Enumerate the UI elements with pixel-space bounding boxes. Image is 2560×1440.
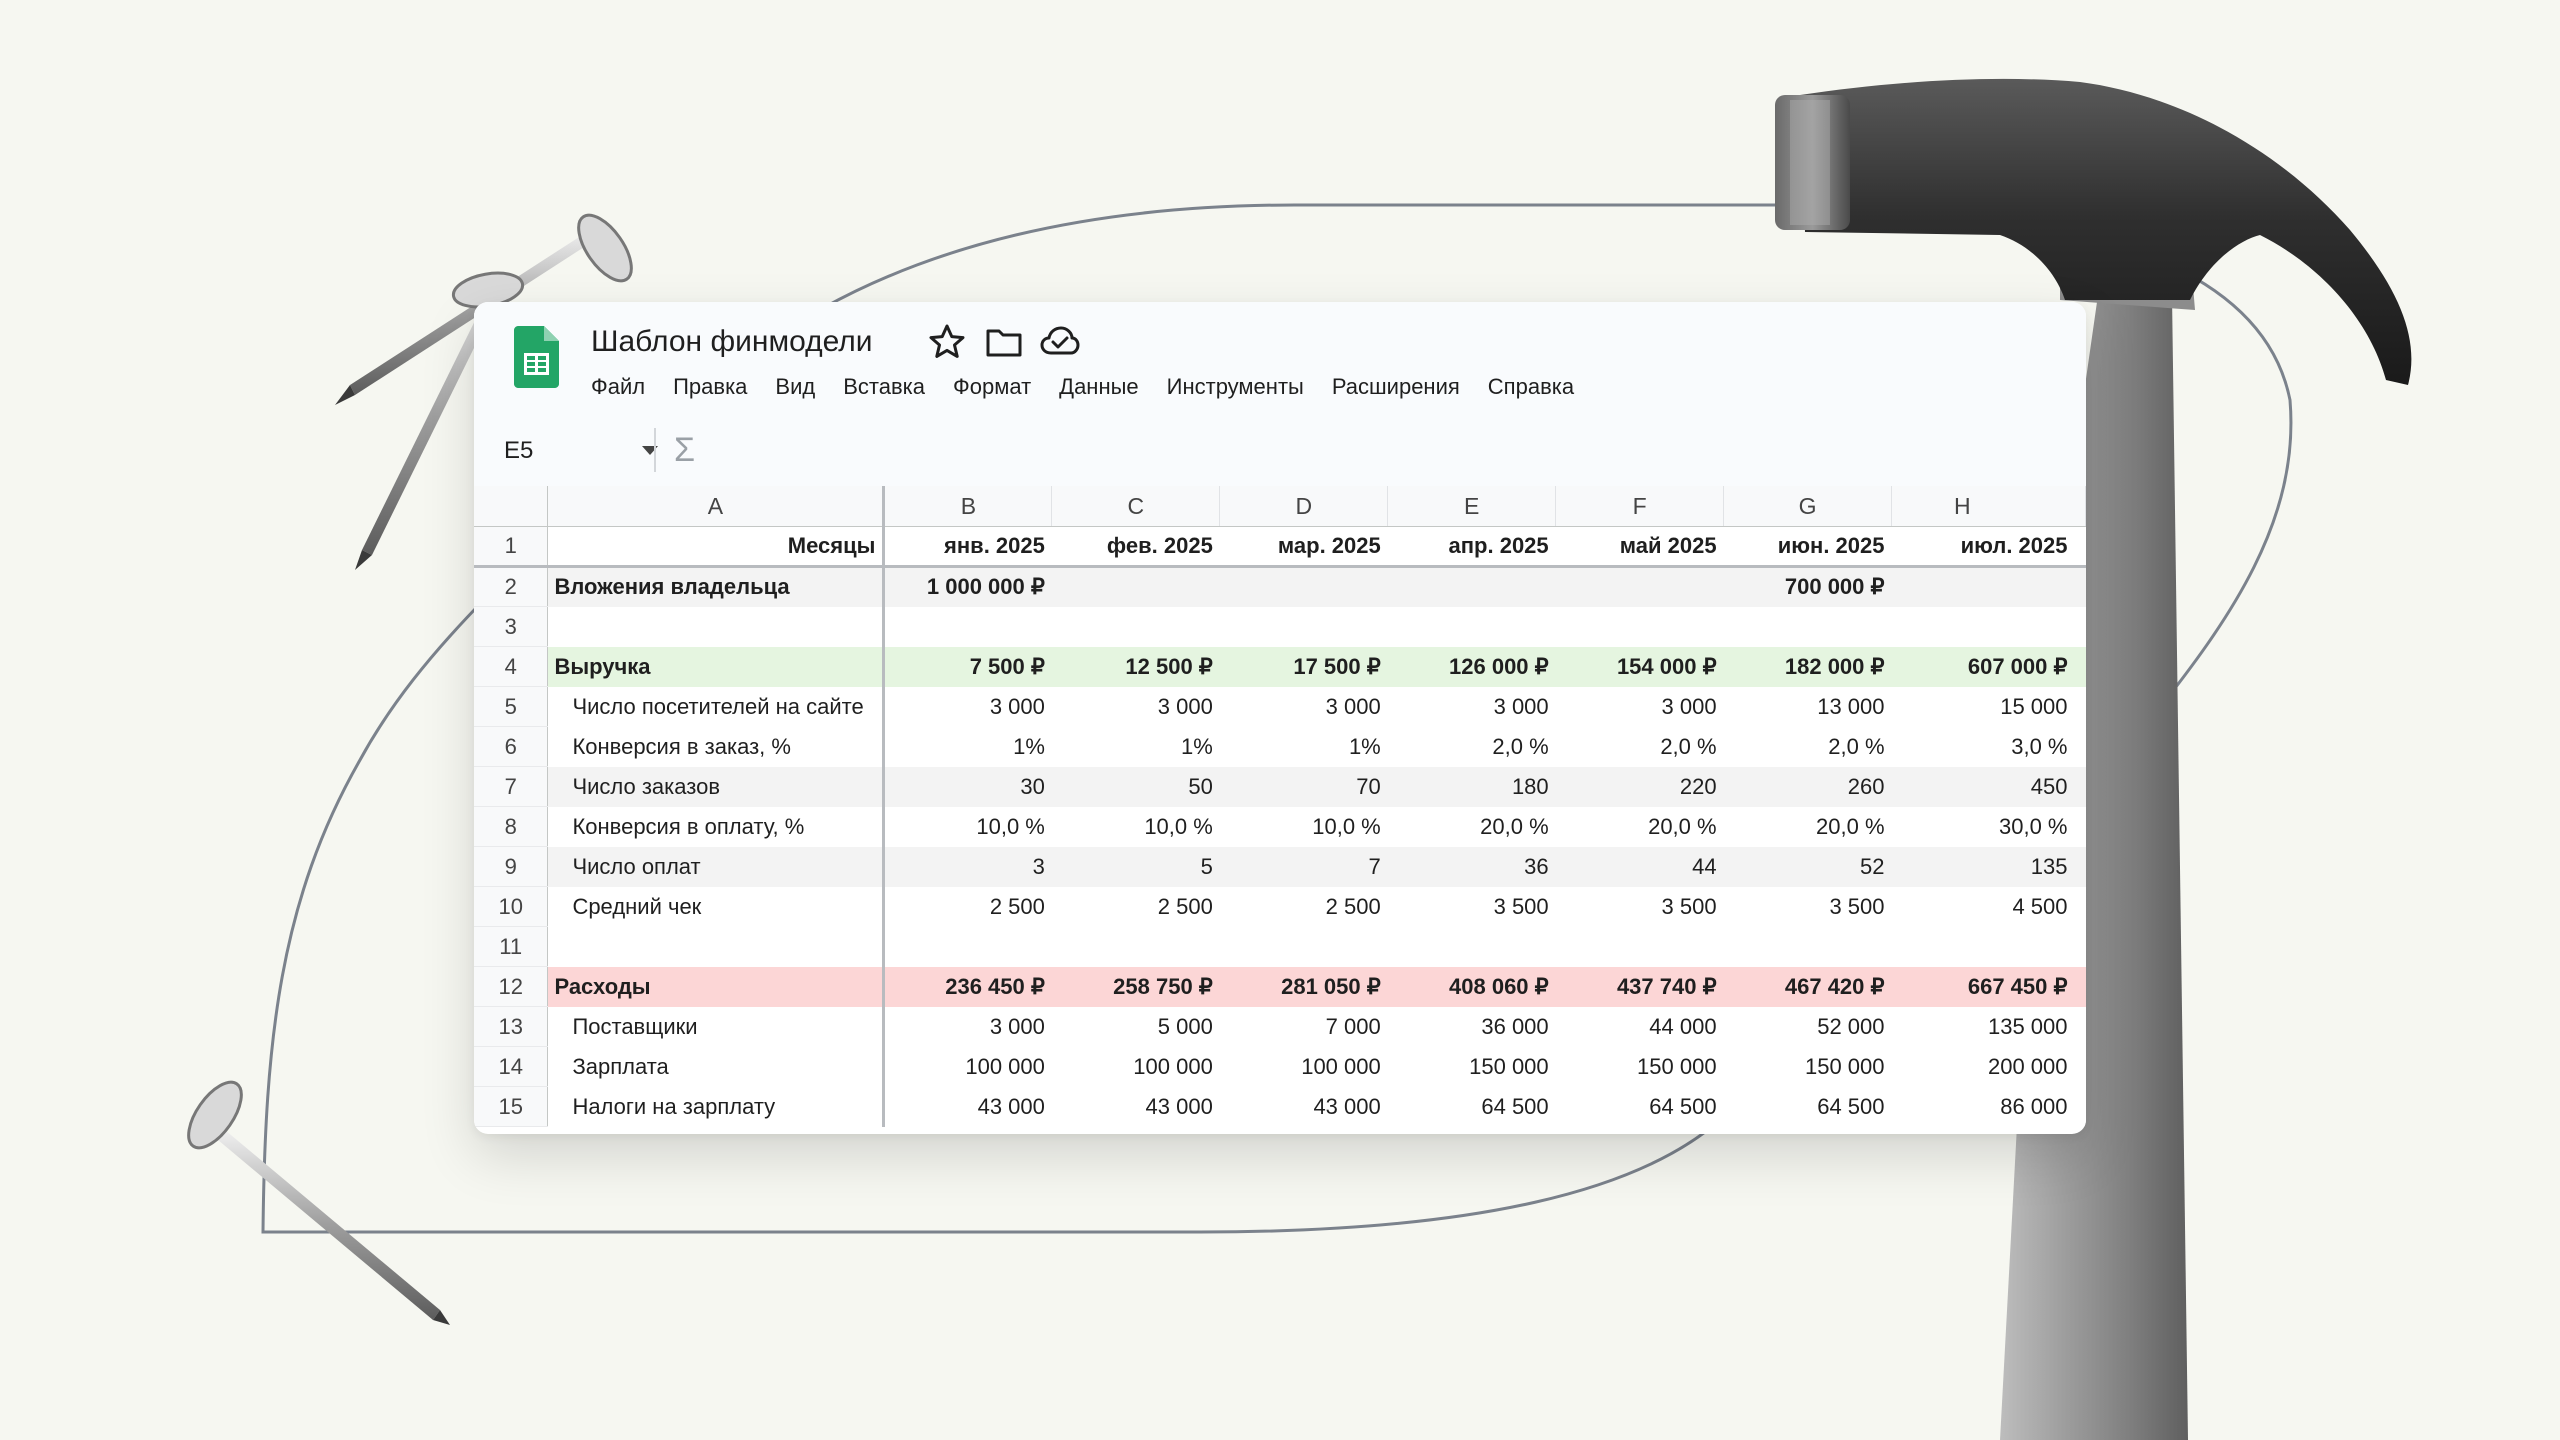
cell-value[interactable]: 3 000 xyxy=(884,687,1052,727)
cell-value[interactable]: 135 000 xyxy=(1892,1007,2086,1047)
cell-label[interactable]: Зарплата xyxy=(548,1047,884,1087)
row-header[interactable]: 15 xyxy=(474,1087,548,1127)
cell-value[interactable] xyxy=(1388,927,1556,967)
cell-value[interactable]: 3 000 xyxy=(1220,687,1388,727)
cell-label[interactable]: Конверсия в заказ, % xyxy=(548,727,884,767)
row-header[interactable]: 5 xyxy=(474,687,548,727)
cell-value[interactable]: июн. 2025 xyxy=(1724,527,1892,567)
cell-value[interactable]: 260 xyxy=(1724,767,1892,807)
cell-value[interactable]: 43 000 xyxy=(884,1087,1052,1127)
nail-image-bottom xyxy=(178,1074,450,1325)
cell-value[interactable]: 36 xyxy=(1388,847,1556,887)
cell-value[interactable]: 64 500 xyxy=(1724,1087,1892,1127)
cell-value[interactable]: 3 xyxy=(884,847,1052,887)
cell-value[interactable]: 3,0 % xyxy=(1892,727,2086,767)
cell-value[interactable] xyxy=(1388,567,1556,607)
cell-value[interactable]: 2 500 xyxy=(1220,887,1388,927)
menu-insert[interactable]: Вставка xyxy=(843,374,926,399)
cell-value[interactable]: 1% xyxy=(1052,727,1220,767)
cell-value[interactable]: 44 000 xyxy=(1556,1007,1724,1047)
sheet-row xyxy=(474,647,2086,687)
cell-label[interactable] xyxy=(548,607,884,647)
sheet-row xyxy=(474,967,2086,1007)
cell-label[interactable]: Число заказов xyxy=(548,767,884,807)
cell-value[interactable]: апр. 2025 xyxy=(1388,527,1556,567)
formula-bar xyxy=(474,416,2086,487)
cell-value[interactable]: 64 500 xyxy=(1556,1087,1724,1127)
cell-value[interactable] xyxy=(1052,927,1220,967)
cell-value[interactable]: 236 450 ₽ xyxy=(884,967,1052,1007)
cell-value[interactable]: 10,0 % xyxy=(1220,807,1388,847)
sheet-row xyxy=(474,607,2086,647)
cell-value[interactable]: 5 xyxy=(1052,847,1220,887)
cell-value[interactable]: 3 500 xyxy=(1388,887,1556,927)
sigma-icon[interactable]: Σ xyxy=(674,431,696,469)
cell-value[interactable]: 17 500 ₽ xyxy=(1220,647,1388,687)
sheet-row xyxy=(474,687,2086,727)
cell-value[interactable] xyxy=(1892,927,2086,967)
row-header[interactable]: 12 xyxy=(474,967,548,1007)
name-box[interactable] xyxy=(504,433,664,469)
cell-value[interactable]: 20,0 % xyxy=(1388,807,1556,847)
menu-data[interactable]: Данные xyxy=(1059,374,1139,399)
menu-extensions[interactable]: Расширения xyxy=(1331,374,1460,399)
cell-value[interactable]: 607 000 ₽ xyxy=(1892,647,2086,687)
cell-value[interactable]: мар. 2025 xyxy=(1220,527,1388,567)
formula-bar-divider xyxy=(654,428,656,472)
cell-value[interactable]: 182 000 ₽ xyxy=(1724,647,1892,687)
row-header[interactable]: 11 xyxy=(474,927,548,967)
menu-help[interactable]: Справка xyxy=(1487,374,1575,399)
cell-value[interactable]: 667 450 ₽ xyxy=(1892,967,2086,1007)
cell-value[interactable]: 12 500 ₽ xyxy=(1052,647,1220,687)
row-header[interactable]: 6 xyxy=(474,727,548,767)
cell-value[interactable]: 50 xyxy=(1052,767,1220,807)
cell-value[interactable]: 258 750 ₽ xyxy=(1052,967,1220,1007)
sheet-row xyxy=(474,1087,2086,1127)
row-header[interactable]: 9 xyxy=(474,847,548,887)
column-header-row xyxy=(474,486,2086,527)
cell-value[interactable]: 43 000 xyxy=(1052,1087,1220,1127)
cell-value[interactable]: 1 000 000 ₽ xyxy=(884,567,1052,607)
cell-value[interactable]: 10,0 % xyxy=(884,807,1052,847)
cell-value[interactable]: 135 xyxy=(1892,847,2086,887)
cell-value[interactable]: 3 000 xyxy=(1388,687,1556,727)
cell-label[interactable]: Выручка xyxy=(548,647,884,687)
sheet-body xyxy=(474,527,2086,1127)
cell-value[interactable]: 3 500 xyxy=(1556,887,1724,927)
cell-value[interactable] xyxy=(1052,607,1220,647)
cell-value[interactable]: июл. 2025 xyxy=(1892,527,2086,567)
select-all-corner[interactable] xyxy=(474,486,548,527)
cell-value[interactable]: 3 000 xyxy=(1556,687,1724,727)
cell-value[interactable]: 52 000 xyxy=(1724,1007,1892,1047)
cell-value[interactable]: 52 xyxy=(1724,847,1892,887)
cell-label[interactable]: Поставщики xyxy=(548,1007,884,1047)
column-header-e[interactable]: E xyxy=(1388,486,1556,527)
menu-edit[interactable]: Правка xyxy=(673,374,748,399)
cell-value[interactable]: 3 000 xyxy=(884,1007,1052,1047)
cell-value[interactable]: 1% xyxy=(1220,727,1388,767)
sheet-row xyxy=(474,527,2086,567)
cell-value[interactable]: 200 000 xyxy=(1892,1047,2086,1087)
google-sheets-icon[interactable] xyxy=(514,326,559,388)
star-icon[interactable] xyxy=(927,322,967,362)
sheet-grid xyxy=(474,486,2086,1127)
cell-value[interactable] xyxy=(1892,567,2086,607)
column-header-f[interactable]: F xyxy=(1556,486,1724,527)
sheet-row xyxy=(474,727,2086,767)
cell-value[interactable] xyxy=(1052,567,1220,607)
row-header[interactable]: 13 xyxy=(474,1007,548,1047)
cell-value[interactable] xyxy=(1556,607,1724,647)
cell-value[interactable]: 15 000 xyxy=(1892,687,2086,727)
cell-value[interactable] xyxy=(1892,607,2086,647)
column-header-g[interactable]: G xyxy=(1724,486,1892,527)
cell-label[interactable]: Средний чек xyxy=(548,887,884,927)
cell-value[interactable]: 3 500 xyxy=(1724,887,1892,927)
cell-label[interactable]: Месяцы xyxy=(548,527,884,567)
cell-value[interactable]: 64 500 xyxy=(1388,1087,1556,1127)
cell-value[interactable]: 220 xyxy=(1556,767,1724,807)
cell-value[interactable]: 4 500 xyxy=(1892,887,2086,927)
column-header-h[interactable]: H xyxy=(1892,486,2086,527)
row-header[interactable]: 2 xyxy=(474,567,548,607)
cell-value[interactable]: 467 420 ₽ xyxy=(1724,967,1892,1007)
cell-value[interactable]: 450 xyxy=(1892,767,2086,807)
cell-value[interactable]: 70 xyxy=(1220,767,1388,807)
row-header[interactable]: 7 xyxy=(474,767,548,807)
cell-value[interactable]: 10,0 % xyxy=(1052,807,1220,847)
cell-value[interactable] xyxy=(1220,927,1388,967)
menu-format[interactable]: Формат xyxy=(953,374,1032,399)
document-title[interactable]: Шаблон финмодели xyxy=(591,325,873,358)
cell-value[interactable] xyxy=(1220,607,1388,647)
cell-value[interactable]: 700 000 ₽ xyxy=(1724,567,1892,607)
cell-value[interactable] xyxy=(884,607,1052,647)
name-box-value: E5 xyxy=(504,437,534,464)
cell-value[interactable]: май 2025 xyxy=(1556,527,1724,567)
cell-value[interactable]: 5 000 xyxy=(1052,1007,1220,1047)
cell-value[interactable]: 7 000 xyxy=(1220,1007,1388,1047)
cell-label[interactable]: Число посетителей на сайте xyxy=(548,687,884,727)
cell-value[interactable] xyxy=(1724,927,1892,967)
cell-value[interactable]: 2 500 xyxy=(1052,887,1220,927)
cell-value[interactable]: 3 000 xyxy=(1052,687,1220,727)
cell-value[interactable]: 100 000 xyxy=(1220,1047,1388,1087)
cell-value[interactable] xyxy=(1388,607,1556,647)
cloud-saved-icon[interactable] xyxy=(1040,322,1080,362)
column-header-c[interactable]: C xyxy=(1052,486,1220,527)
cell-value[interactable]: 30,0 % xyxy=(1892,807,2086,847)
cell-value[interactable]: 20,0 % xyxy=(1556,807,1724,847)
menu-bar xyxy=(591,370,1574,404)
cell-value[interactable]: 150 000 xyxy=(1388,1047,1556,1087)
sheet-row xyxy=(474,1047,2086,1087)
cell-value[interactable]: 100 000 xyxy=(1052,1047,1220,1087)
row-header[interactable]: 14 xyxy=(474,1047,548,1087)
cell-value[interactable] xyxy=(1556,567,1724,607)
sheet-row xyxy=(474,1007,2086,1047)
cell-label[interactable] xyxy=(548,927,884,967)
row-header[interactable]: 3 xyxy=(474,607,548,647)
cell-value[interactable]: 13 000 xyxy=(1724,687,1892,727)
row-header[interactable]: 1 xyxy=(474,527,548,567)
cell-value[interactable]: фев. 2025 xyxy=(1052,527,1220,567)
cell-value[interactable]: 7 xyxy=(1220,847,1388,887)
spreadsheet-window xyxy=(474,302,2086,1134)
column-header-d[interactable]: D xyxy=(1220,486,1388,527)
column-header-b[interactable]: B xyxy=(884,486,1052,527)
cell-value[interactable]: 2,0 % xyxy=(1724,727,1892,767)
cell-value[interactable]: 180 xyxy=(1388,767,1556,807)
cell-value[interactable]: янв. 2025 xyxy=(884,527,1052,567)
cell-value[interactable]: 2,0 % xyxy=(1388,727,1556,767)
sheet-row xyxy=(474,807,2086,847)
cell-value[interactable]: 126 000 ₽ xyxy=(1388,647,1556,687)
row-header[interactable]: 4 xyxy=(474,647,548,687)
sheet-row xyxy=(474,767,2086,807)
cell-label[interactable]: Вложения владельца xyxy=(548,567,884,607)
cell-value[interactable]: 281 050 ₽ xyxy=(1220,967,1388,1007)
cell-value[interactable] xyxy=(1556,927,1724,967)
cell-value[interactable]: 2,0 % xyxy=(1556,727,1724,767)
sheet-row xyxy=(474,887,2086,927)
cell-value[interactable]: 1% xyxy=(884,727,1052,767)
column-header-a[interactable]: A xyxy=(548,486,884,527)
sheet-row xyxy=(474,927,2086,967)
cell-value[interactable]: 150 000 xyxy=(1724,1047,1892,1087)
menu-file[interactable]: Файл xyxy=(591,374,646,399)
cell-value[interactable]: 100 000 xyxy=(884,1047,1052,1087)
folder-icon[interactable] xyxy=(984,322,1024,362)
cell-value[interactable]: 30 xyxy=(884,767,1052,807)
sheet-row xyxy=(474,847,2086,887)
cell-value[interactable]: 437 740 ₽ xyxy=(1556,967,1724,1007)
cell-value[interactable] xyxy=(1724,607,1892,647)
cell-value[interactable]: 150 000 xyxy=(1556,1047,1724,1087)
menu-view[interactable]: Вид xyxy=(775,374,816,399)
row-header[interactable]: 10 xyxy=(474,887,548,927)
cell-label[interactable]: Налоги на зарплату xyxy=(548,1087,884,1127)
sheet-row xyxy=(474,567,2086,607)
row-header[interactable]: 8 xyxy=(474,807,548,847)
title-bar xyxy=(474,302,2086,416)
cell-label[interactable]: Число оплат xyxy=(548,847,884,887)
spreadsheet-table xyxy=(474,486,2086,1127)
cell-value[interactable]: 36 000 xyxy=(1388,1007,1556,1047)
menu-tools[interactable]: Инструменты xyxy=(1166,374,1304,399)
cell-value[interactable]: 408 060 ₽ xyxy=(1388,967,1556,1007)
cell-value[interactable] xyxy=(884,927,1052,967)
cell-value[interactable]: 43 000 xyxy=(1220,1087,1388,1127)
cell-value[interactable] xyxy=(1220,567,1388,607)
cell-value[interactable]: 20,0 % xyxy=(1724,807,1892,847)
cell-value[interactable]: 44 xyxy=(1556,847,1724,887)
cell-label[interactable]: Расходы xyxy=(548,967,884,1007)
cell-value[interactable]: 86 000 xyxy=(1892,1087,2086,1127)
cell-value[interactable]: 2 500 xyxy=(884,887,1052,927)
cell-value[interactable]: 154 000 ₽ xyxy=(1556,647,1724,687)
cell-value[interactable]: 7 500 ₽ xyxy=(884,647,1052,687)
cell-label[interactable]: Конверсия в оплату, % xyxy=(548,807,884,847)
